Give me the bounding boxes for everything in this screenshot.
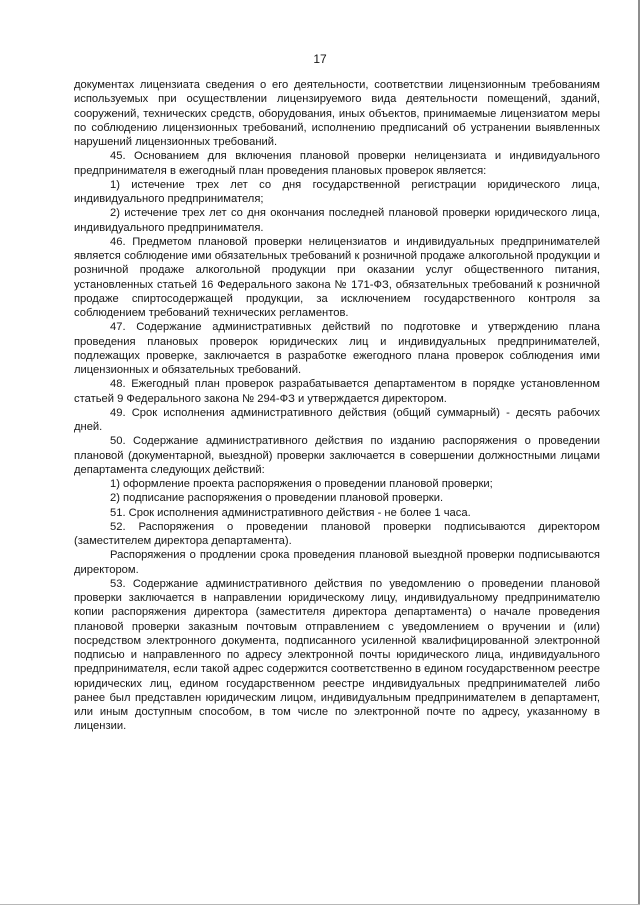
paragraph-45-item-2: 2) истечение трех лет со дня окончания последней плановой проверки юридического лица, индивидуального предпринимателя.	[74, 207, 600, 234]
document-body	[74, 78, 600, 734]
paragraph-49: 49. Срок исполнения административного действия (общий суммарный) - десять рабочих дней.	[74, 406, 600, 433]
page-number: 17	[313, 52, 327, 66]
paragraph-52-extension: Распоряжения о продлении срока проведения плановой выездной проверки подписываются директором.	[74, 549, 600, 576]
paragraph-47: 47. Содержание административных действий по подготовке и утверждению плана проведения плановых проверок юридических лиц и индивидуальных предпринимателей, подлежащих проверке, заключается в разработке ежегодного плана проверок соблюдения ими лицензионных и обязательных требований.	[74, 321, 600, 376]
paragraph-53: 53. Содержание административного действия по уведомлению о проведении плановой проверки заключается в направлении юридическому лицу, индивидуальному предпринимателю копии распоряжения директора (заместителя директора департамента) о начале проведения плановой проверки заказным почтовым отправлением с уведомлением о вручении и (или) посредством электронного документа, подписанного усиленной квалифицированной электронной подписью и направленного по адресу электронной почты юридического лица, индивидуального предпринимателя, если такой адрес содержится соответственно в едином государственном реестре юридических лиц, едином государственном реестре индивидуальных предпринимателей либо ранее был представлен юридическим лицом, индивидуальным предпринимателем в департамент, или иным доступным способом, в том числе по электронной почте по адресу, указанному в лицензии.	[74, 577, 600, 733]
paragraph-50: 50. Содержание административного действия по изданию распоряжения о проведении плановой (документарной, выездной) проверки заключается в совершении должностными лицами департамента следующих действий:	[74, 435, 600, 476]
paragraph-50-item-2: 2) подписание распоряжения о проведении плановой проверки.	[110, 492, 444, 505]
paragraph-continuation: документах лицензиата сведения о его деятельности, соответствии лицензионным требованиям используемых при осуществлении лицензируемого вида деятельности помещений, зданий, сооружений, технических средств, оборудования, иных объектов, принимаемые лицензиатом меры по соблюдению лицензионных требований, исполнению предписаний об устранении выявленных нарушений лицензионных требований.	[74, 79, 600, 148]
paragraph-50-item-1: 1) оформление проекта распоряжения о проведении плановой проверки;	[110, 478, 493, 490]
paragraph-51: 51. Срок исполнения административного действия - не более 1 часа.	[110, 506, 471, 519]
paragraph-48: 48. Ежегодный план проверок разрабатывается департаментом в порядке установленном статьей 9 Федерального закона № 294-ФЗ и утверждается директором.	[74, 378, 600, 405]
paragraph-52: 52. Распоряжения о проведении плановой проверки подписываются директором (заместителем директора департамента).	[74, 520, 600, 547]
paragraph-45-item-1: 1) истечение трех лет со дня государственной регистрации юридического лица, индивидуального предпринимателя;	[74, 178, 600, 205]
paragraph-46: 46. Предметом плановой проверки нелицензиатов и индивидуальных предпринимателей является соблюдение ими обязательных требований к розничной продаже алкогольной продукции и розничной продаже алкогольной продукции при оказании услуг общественного питания, установленных статьей 16 Федерального закона № 171-ФЗ, обязательных требований к розничной продаже спиртосодержащей продукции, за исключением государственного контроля за соблюдением требований технических регламентов.	[74, 235, 600, 319]
paragraph-45: 45. Основанием для включения плановой проверки нелицензиата и индивидуального предпринимателя в ежегодный план проведения плановых проверок является:	[74, 150, 600, 177]
